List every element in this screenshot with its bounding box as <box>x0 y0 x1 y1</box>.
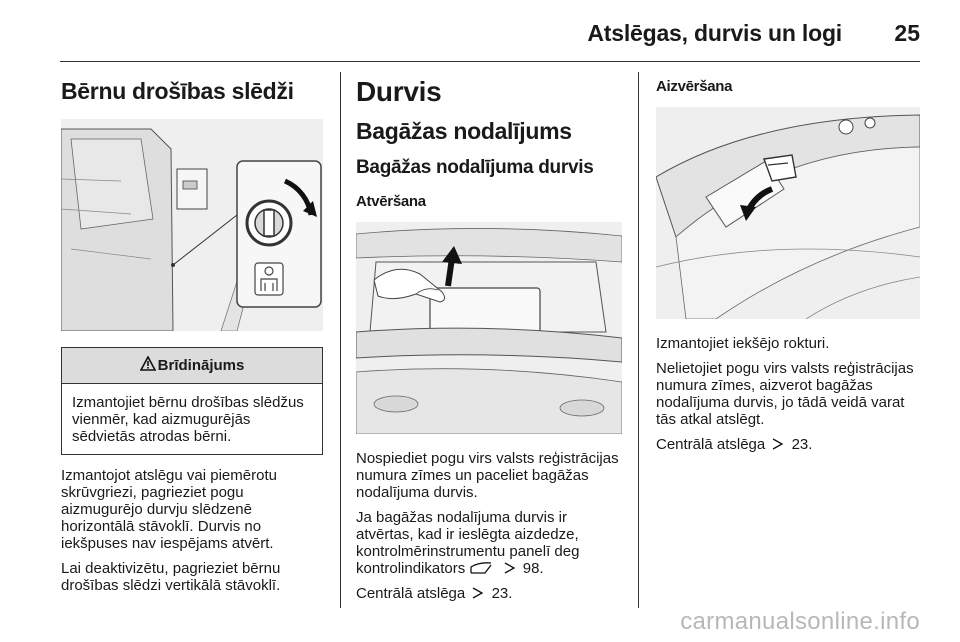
central-locking-page-ref[interactable]: 23. <box>491 585 513 602</box>
tailgate-indicator-text: Ja bagāžas nodalījuma durvis ir atvērtas, kad ir ieslēgta aizdedze, kontrolmērinstrumentu panelī deg kontrolindikators <box>356 509 580 577</box>
column-divider-2 <box>638 72 639 608</box>
central-locking-reference <box>656 436 922 453</box>
tailgate-close-illustration-icon <box>656 107 920 319</box>
child-lock-deactivate: Lai deaktivizētu, pagrieziet bērnu drošības slēdzi vertikālā stāvoklī. <box>61 560 281 594</box>
tailgate-indicator-icon <box>469 561 493 575</box>
warning-triangle-icon <box>140 356 156 375</box>
central-locking-page-ref[interactable]: 23. <box>791 436 813 453</box>
header-rule <box>60 61 920 62</box>
section-title-luggage: Bagāžas nodalījums <box>356 118 572 144</box>
column-3 <box>656 72 922 453</box>
warning-header <box>62 348 322 384</box>
tailgate-open-figure <box>356 222 622 434</box>
page-ref-arrow-icon <box>771 437 785 449</box>
warning-heading: Brīdinājums <box>157 357 245 374</box>
central-locking-reference <box>356 585 622 602</box>
page-number: 25 <box>894 20 920 46</box>
tailgate-indicator-page-ref[interactable]: 98. <box>522 560 544 577</box>
section-title-child-locks: Bērnu drošības slēdži <box>61 78 294 104</box>
closing-warning-note: Nelietojiet pogu virs valsts reģistrācijas numura zīmes, aizverot bagāžas nodalījuma durvis, jo tādā veidā varat tās atkal atslēgt. <box>656 360 914 428</box>
opening-instruction: Nospiediet pogu virs valsts reģistrācijas numura zīmes un paceliet bagāžas nodalījuma durvis. <box>356 450 619 501</box>
page-header-title: Atslēgas, durvis un logi <box>587 20 842 46</box>
child-safety-lock-illustration-icon <box>61 119 323 331</box>
central-locking-label: Centrālā atslēga <box>356 585 466 602</box>
warning-text: Izmantojiet bērnu drošības slēdžus vienmēr, kad aizmugurējās sēdvietās atrodas bērni. <box>72 394 304 445</box>
subsection-title-tailgate: Bagāžas nodalījuma durvis <box>356 157 594 178</box>
page-ref-arrow-icon <box>471 586 485 598</box>
column-2 <box>356 72 622 602</box>
warning-box <box>61 347 323 455</box>
subheading-opening: Atvēršana <box>356 193 426 210</box>
tailgate-close-figure <box>656 107 920 319</box>
watermark: carmanualsonline.info <box>680 608 920 635</box>
page-ref-arrow-icon <box>503 561 517 573</box>
tailgate-open-illustration-icon <box>356 222 622 434</box>
tailgate-indicator-note <box>356 509 622 577</box>
column-1 <box>61 72 323 594</box>
closing-instruction: Izmantojiet iekšējo rokturi. <box>656 335 830 352</box>
column-divider-1 <box>340 72 341 608</box>
child-lock-figure <box>61 119 323 331</box>
chapter-title-doors: Durvis <box>356 76 442 107</box>
central-locking-label: Centrālā atslēga <box>656 436 766 453</box>
subheading-closing: Aizvēršana <box>656 78 733 95</box>
child-lock-instruction: Izmantojot atslēgu vai piemērotu skrūvgriezi, pagrieziet pogu aizmugurējo durvju slēdzenē horizontālā stāvoklī. Durvis no iekšpuses nav iespējams atvērt. <box>61 467 277 552</box>
